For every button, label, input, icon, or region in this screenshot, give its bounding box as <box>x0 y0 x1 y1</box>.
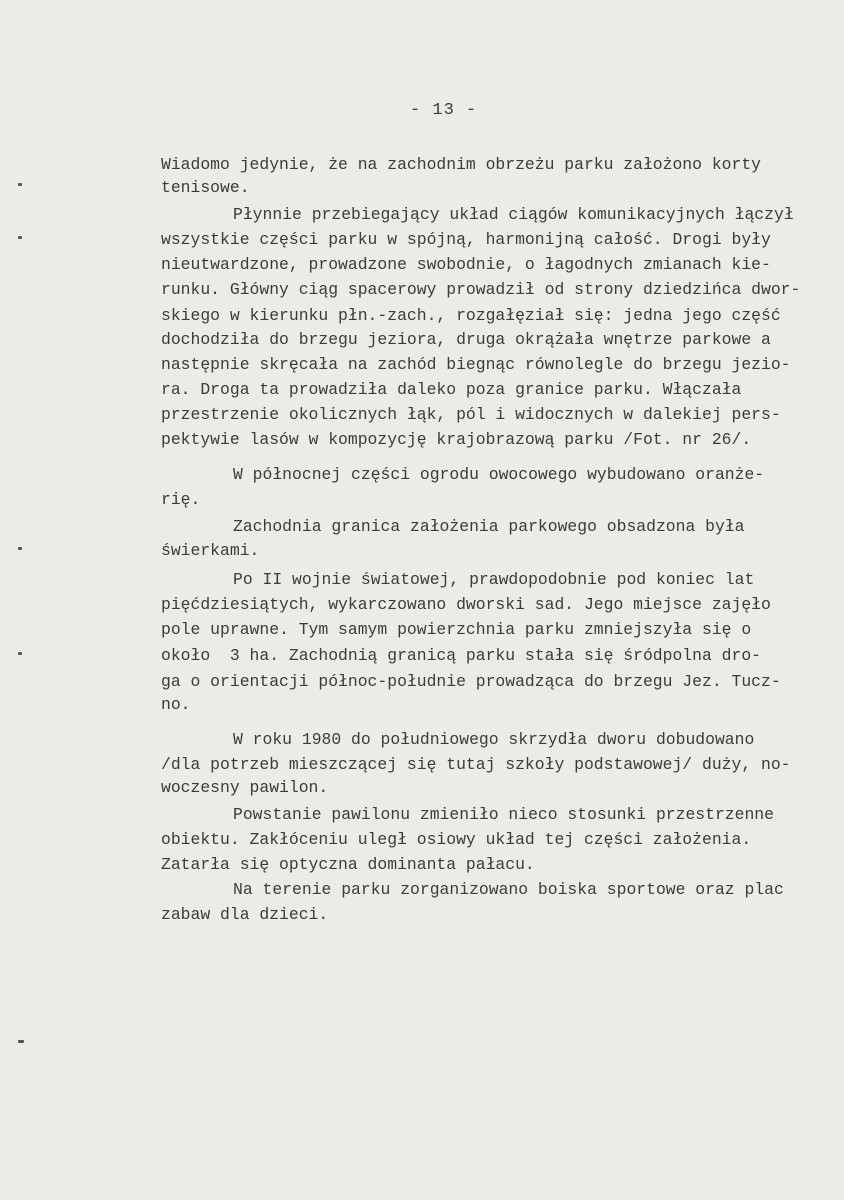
text-line: woczesny pawilon. <box>161 778 329 797</box>
margin-mark <box>18 652 22 655</box>
text-line: około 3 ha. Zachodnią granicą parku stała się śródpolna dro- <box>161 646 761 665</box>
margin-mark <box>18 183 22 186</box>
text-line: Powstanie pawilonu zmieniło nieco stosunki przestrzenne <box>233 805 774 824</box>
text-line: /dla potrzeb mieszczącej się tutaj szkoły podstawowej/ duży, no- <box>161 755 791 774</box>
text-line: Zatarła się optyczna dominanta pałacu. <box>161 855 535 874</box>
text-line: wszystkie części parku w spójną, harmonijną całość. Drogi były <box>161 230 771 249</box>
text-line: skiego w kierunku płn.-zach., rozgałęział się: jedna jego część <box>161 306 781 325</box>
text-line: świerkami. <box>161 541 260 560</box>
text-line: W północnej części ogrodu owocowego wybudowano oranże- <box>233 465 765 484</box>
text-line: W roku 1980 do południowego skrzydła dworu dobudowano <box>233 730 755 749</box>
page-number: - 13 - <box>410 101 478 120</box>
text-line: pole uprawne. Tym samym powierzchnia parku zmniejszyła się o <box>161 620 752 639</box>
text-line: przestrzenie okolicznych łąk, pól i widocznych w dalekiej pers- <box>161 405 781 424</box>
text-line: pięćdziesiątych, wykarczowano dworski sad. Jego miejsce zajęło <box>161 595 771 614</box>
text-line: runku. Główny ciąg spacerowy prowadził od strony dziedzińca dwor- <box>161 280 801 299</box>
text-line: ga o orientacji północ-południe prowadząca do brzegu Jez. Tucz- <box>161 672 781 691</box>
text-line: obiektu. Zakłóceniu uległ osiowy układ tej części założenia. <box>161 830 752 849</box>
text-line: rię. <box>161 490 201 509</box>
text-line: Zachodnia granica założenia parkowego obsadzona była <box>233 517 745 536</box>
text-line: Na terenie parku zorganizowano boiska sportowe oraz plac <box>233 880 784 899</box>
margin-mark <box>18 1040 24 1043</box>
text-line: Płynnie przebiegający układ ciągów komunikacyjnych łączył <box>233 205 794 224</box>
text-line: nieutwardzone, prowadzone swobodnie, o łagodnych zmianach kie- <box>161 255 771 274</box>
text-line: Po II wojnie światowej, prawdopodobnie pod koniec lat <box>233 570 755 589</box>
text-line: ra. Droga ta prowadziła daleko poza granice parku. Włączała <box>161 380 742 399</box>
text-line: dochodziła do brzegu jeziora, druga okrążała wnętrze parkowe a <box>161 330 771 349</box>
text-line: zabaw dla dzieci. <box>161 905 329 924</box>
margin-mark <box>18 236 22 239</box>
text-line: następnie skręcała na zachód biegnąc równolegle do brzegu jezio- <box>161 355 791 374</box>
text-line: no. <box>161 695 191 714</box>
margin-mark <box>18 547 22 550</box>
text-line: tenisowe. <box>161 178 250 197</box>
text-line: Wiadomo jedynie, że na zachodnim obrzeżu parku założono korty <box>161 155 761 174</box>
text-line: pektywie lasów w kompozycję krajobrazową parku /Fot. nr 26/. <box>161 430 752 449</box>
